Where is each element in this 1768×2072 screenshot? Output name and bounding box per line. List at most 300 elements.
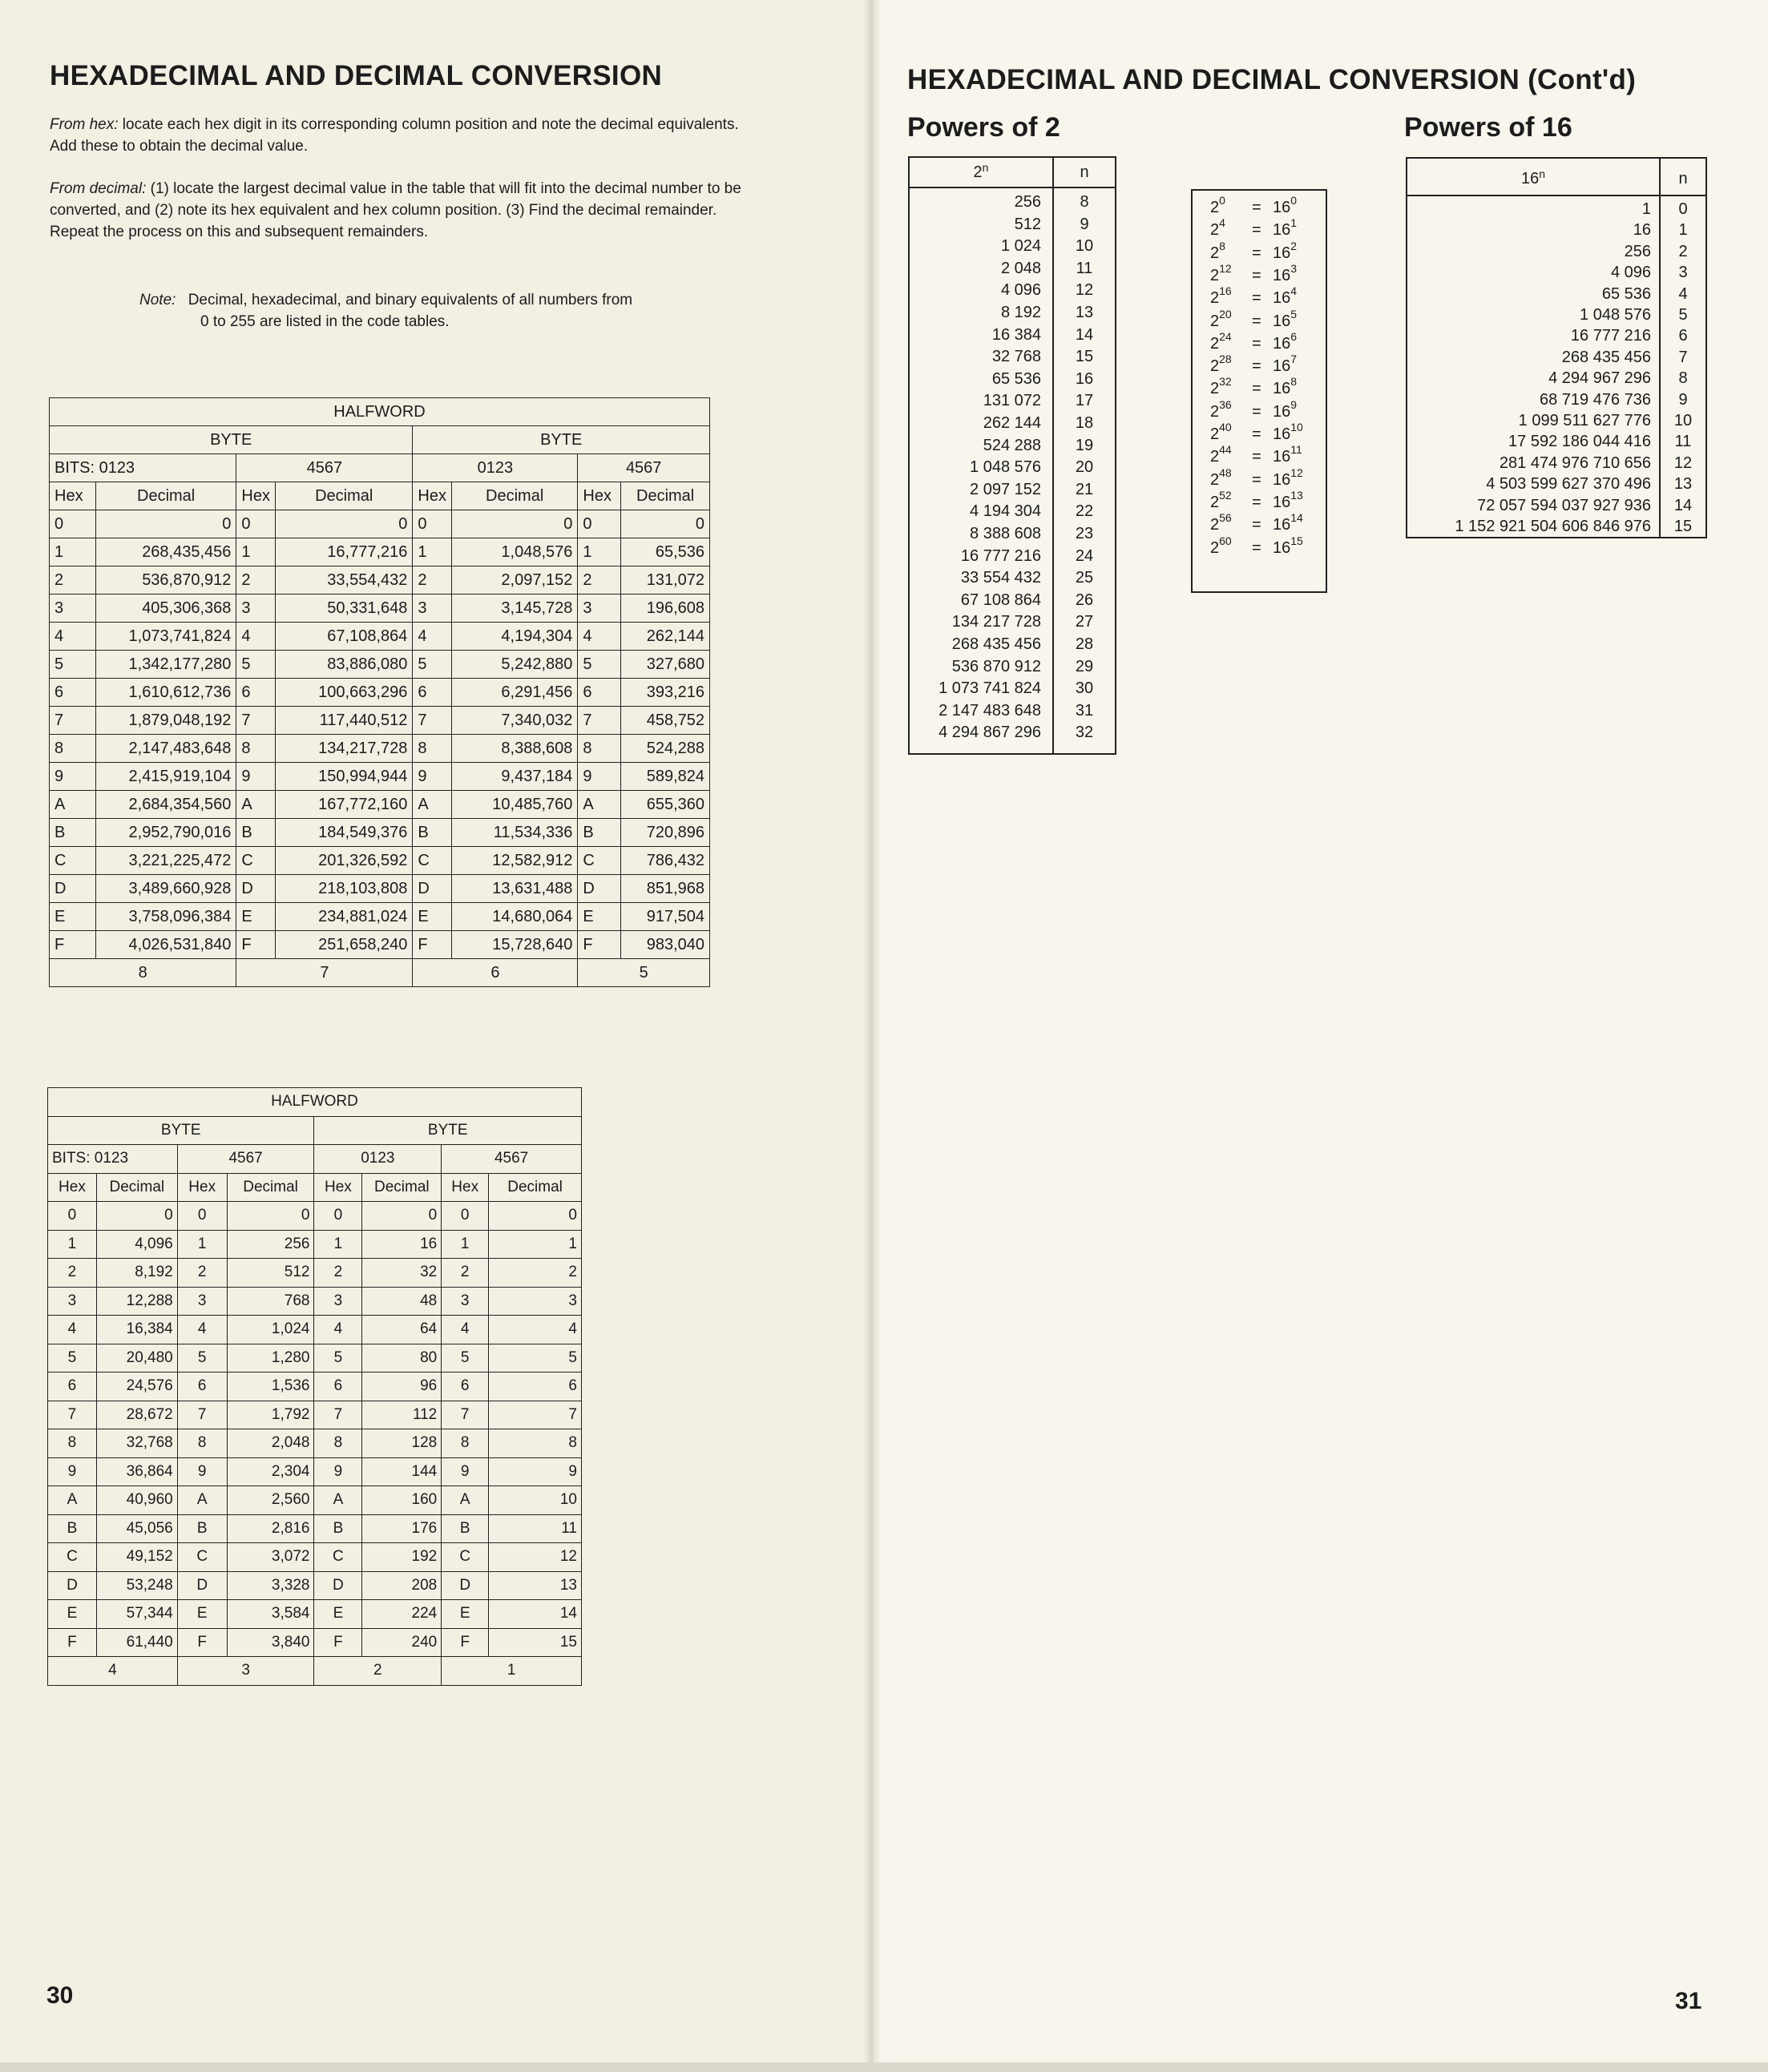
hex-cell: E xyxy=(413,903,452,931)
exponent-value: 10 xyxy=(1075,237,1094,256)
power-value: 1 152 921 504 606 846 976 xyxy=(1455,518,1651,535)
hex-cell: 9 xyxy=(236,763,276,791)
power-row xyxy=(910,281,1115,304)
base-two-power: $2^{36}$ xyxy=(1210,397,1232,421)
hex-cell: A xyxy=(314,1486,362,1515)
hex-cell: C xyxy=(314,1543,362,1572)
table-row xyxy=(50,847,710,875)
power-value: 1 099 511 627 776 xyxy=(1518,412,1651,429)
power-equivalence xyxy=(1193,261,1326,289)
hex-cell: 0 xyxy=(48,1202,97,1231)
decimal-cell: 262,144 xyxy=(621,623,710,651)
exponent-value: 12 xyxy=(1673,454,1693,472)
page-number: 31 xyxy=(1675,1988,1702,2014)
from-decimal-text: (1) locate the largest decimal value in the table that will fit into the decimal number to be converted, and (2) note its hex equivalent and hex column position. (3) Find the decimal remainder. Repeat the process on this and subsequent remainders. xyxy=(50,180,741,240)
decimal-column-header: Decimal xyxy=(489,1173,582,1202)
power-value: 16 xyxy=(1633,221,1651,240)
exponent-value: 0 xyxy=(1678,200,1688,218)
decimal-cell: 405,306,368 xyxy=(95,595,236,623)
power-value: 2 097 152 xyxy=(970,480,1041,498)
decimal-cell: 0 xyxy=(95,510,236,538)
hex-cell: 1 xyxy=(314,1230,362,1259)
exponent-value: 19 xyxy=(1075,436,1094,454)
hex-cell: 4 xyxy=(442,1316,489,1344)
table-row xyxy=(48,1259,582,1288)
decimal-cell: 7,340,032 xyxy=(451,707,577,735)
decimal-cell: 11,534,336 xyxy=(451,819,577,847)
base-sixteen-power: $16^9$ xyxy=(1273,397,1298,421)
power-value: 8 388 608 xyxy=(970,525,1041,542)
table-row xyxy=(50,623,710,651)
decimal-cell: 1 xyxy=(489,1230,582,1259)
base-sixteen-power: $16^{14}$ xyxy=(1273,511,1303,534)
exponent-value: 25 xyxy=(1075,569,1094,587)
decimal-cell: 208 xyxy=(362,1571,442,1600)
hex-cell: 1 xyxy=(177,1230,227,1259)
from-hex-instructions xyxy=(50,114,739,157)
hex-cell: 9 xyxy=(442,1457,489,1486)
hex-cell: 9 xyxy=(50,763,96,791)
hex-cell: 0 xyxy=(314,1202,362,1231)
table-row xyxy=(48,1543,582,1572)
decimal-cell: 28,672 xyxy=(96,1401,177,1429)
power-row xyxy=(1407,497,1705,518)
decimal-cell: 234,881,024 xyxy=(276,903,413,931)
bits-header: 0123 xyxy=(314,1145,442,1174)
hex-cell: 7 xyxy=(48,1401,97,1429)
equals-sign: = xyxy=(1252,448,1261,466)
hex-cell: C xyxy=(48,1543,97,1572)
hex-cell: 7 xyxy=(236,707,276,735)
exponent-value: 24 xyxy=(1075,546,1094,565)
decimal-cell: 131,072 xyxy=(621,566,710,595)
table-row xyxy=(50,538,710,566)
decimal-cell: 65,536 xyxy=(621,538,710,566)
hex-position: 7 xyxy=(236,959,413,987)
book-gutter xyxy=(864,0,882,2072)
power-value: 1 048 576 xyxy=(970,458,1041,477)
decimal-cell: 720,896 xyxy=(621,819,710,847)
equals-sign: = xyxy=(1252,266,1261,284)
table-row xyxy=(48,1230,582,1259)
hex-cell: 6 xyxy=(578,679,621,707)
hex-cell: 4 xyxy=(578,623,621,651)
equals-sign: = xyxy=(1252,470,1261,489)
hex-cell: D xyxy=(50,875,96,903)
exponent-value: 2 xyxy=(1678,242,1688,260)
power-row xyxy=(1407,306,1705,327)
power-row xyxy=(910,569,1115,591)
table-row xyxy=(50,875,710,903)
equals-sign: = xyxy=(1252,357,1261,376)
power-equivalence xyxy=(1193,443,1326,470)
table-row xyxy=(48,1628,582,1657)
hex-cell: 7 xyxy=(50,707,96,735)
exponent-value: 20 xyxy=(1075,458,1094,477)
decimal-cell: 224 xyxy=(362,1600,442,1629)
base-sixteen-power: $16^{12}$ xyxy=(1273,466,1303,489)
decimal-cell: 3 xyxy=(489,1287,582,1316)
hex-cell: A xyxy=(50,791,96,819)
base-sixteen-power: $16^{11}$ xyxy=(1273,443,1302,466)
hex-cell: 2 xyxy=(314,1259,362,1288)
hex-cell: F xyxy=(413,931,452,959)
hex-cell: C xyxy=(236,847,276,875)
page-title: HEXADECIMAL AND DECIMAL CONVERSION xyxy=(50,60,663,91)
decimal-cell: 4,096 xyxy=(96,1230,177,1259)
hex-cell: 6 xyxy=(413,679,452,707)
exponent-value: 8 xyxy=(1080,193,1089,211)
power-value: 536 870 912 xyxy=(951,657,1041,675)
decimal-cell: 2,304 xyxy=(227,1457,314,1486)
decimal-cell: 3,145,728 xyxy=(451,595,577,623)
decimal-cell: 2,684,354,560 xyxy=(95,791,236,819)
power-value: 17 592 186 044 416 xyxy=(1508,433,1651,451)
decimal-cell: 917,504 xyxy=(621,903,710,931)
table-row xyxy=(48,1287,582,1316)
base-two-power: $2^{52}$ xyxy=(1210,488,1232,511)
byte-header: BYTE xyxy=(413,426,710,454)
table-row xyxy=(48,1373,582,1401)
n-column-header: n xyxy=(1661,159,1705,196)
hex-cell: 3 xyxy=(50,595,96,623)
power-value: 4 503 599 627 370 496 xyxy=(1486,475,1651,494)
hex-cell: A xyxy=(578,791,621,819)
hex-cell: F xyxy=(177,1628,227,1657)
hex-cell: 0 xyxy=(413,510,452,538)
decimal-cell: 4,194,304 xyxy=(451,623,577,651)
power-equivalence xyxy=(1193,216,1326,244)
hex-cell: 5 xyxy=(50,651,96,679)
hex-position: 6 xyxy=(413,959,578,987)
hex-cell: 2 xyxy=(48,1259,97,1288)
base-two-power: $2^4$ xyxy=(1210,216,1225,240)
base-two-power: $2^8$ xyxy=(1210,239,1225,262)
power-row xyxy=(910,237,1115,260)
hex-cell: 8 xyxy=(413,735,452,763)
decimal-cell: 768 xyxy=(227,1287,314,1316)
power-row xyxy=(1407,412,1705,433)
hex-cell: 8 xyxy=(177,1429,227,1458)
power-equivalence xyxy=(1193,329,1326,357)
hex-cell: 8 xyxy=(48,1429,97,1458)
base-two-power: $2^{20}$ xyxy=(1210,307,1232,330)
power-equivalence xyxy=(1193,307,1326,335)
decimal-cell: 2 xyxy=(489,1259,582,1288)
decimal-cell: 2,415,919,104 xyxy=(95,763,236,791)
hex-cell: B xyxy=(48,1514,97,1543)
hex-cell: 9 xyxy=(413,763,452,791)
table-row xyxy=(48,1571,582,1600)
decimal-cell: 184,549,376 xyxy=(276,819,413,847)
power-row xyxy=(910,547,1115,570)
note-text-2: 0 to 255 are listed in the code tables. xyxy=(200,313,450,330)
hex-cell: A xyxy=(413,791,452,819)
exponent-value: 14 xyxy=(1673,496,1693,514)
hex-cell: 7 xyxy=(314,1401,362,1429)
decimal-cell: 240 xyxy=(362,1628,442,1657)
exponent-value: 15 xyxy=(1673,518,1693,535)
table-row xyxy=(48,1486,582,1515)
decimal-cell: 589,824 xyxy=(621,763,710,791)
decimal-cell: 393,216 xyxy=(621,679,710,707)
from-hex-text: locate each hex digit in its corresponding column position and note the decimal equivalents. Add these to obtain the decimal value. xyxy=(50,116,739,155)
exponent-value: 12 xyxy=(1075,281,1094,300)
base-sixteen-power: $16^{15}$ xyxy=(1273,534,1303,557)
decimal-cell: 192 xyxy=(362,1543,442,1572)
power-value: 68 719 476 736 xyxy=(1539,390,1651,409)
decimal-cell: 1,610,612,736 xyxy=(95,679,236,707)
exponent-value: 3 xyxy=(1678,264,1688,282)
hex-position: 4 xyxy=(48,1657,178,1686)
hex-cell: E xyxy=(314,1600,362,1629)
decimal-cell: 9,437,184 xyxy=(451,763,577,791)
hex-cell: 2 xyxy=(236,566,276,595)
power-value: 65 536 xyxy=(1601,284,1651,303)
decimal-cell: 33,554,432 xyxy=(276,566,413,595)
decimal-cell: 16,384 xyxy=(96,1316,177,1344)
decimal-cell: 36,864 xyxy=(96,1457,177,1486)
decimal-cell: 32,768 xyxy=(96,1429,177,1458)
exponent-value: 29 xyxy=(1075,657,1094,675)
hex-cell: C xyxy=(578,847,621,875)
byte-header: BYTE xyxy=(314,1116,582,1145)
power-row xyxy=(910,437,1115,459)
exponent-value: 16 xyxy=(1075,369,1094,388)
power-equivalence xyxy=(1193,239,1326,267)
base-sixteen-power: $16^4$ xyxy=(1273,284,1298,308)
hex-column-header: Hex xyxy=(50,482,96,510)
base-sixteen-power: $16^8$ xyxy=(1273,375,1298,398)
equals-sign: = xyxy=(1252,516,1261,534)
hex-cell: A xyxy=(177,1486,227,1515)
powers-of-16-table xyxy=(1406,157,1707,538)
exponent-value: 23 xyxy=(1075,525,1094,542)
hex-cell: 6 xyxy=(48,1373,97,1401)
hex-cell: A xyxy=(236,791,276,819)
hex-cell: 5 xyxy=(578,651,621,679)
power-value: 262 144 xyxy=(983,414,1041,432)
decimal-cell: 2,816 xyxy=(227,1514,314,1543)
decimal-cell: 53,248 xyxy=(96,1571,177,1600)
hex-cell: B xyxy=(50,819,96,847)
exponent-value: 6 xyxy=(1678,327,1688,345)
base-two-power: $2^{40}$ xyxy=(1210,421,1232,443)
hex-cell: 8 xyxy=(314,1429,362,1458)
page-title: HEXADECIMAL AND DECIMAL CONVERSION (Cont'd) xyxy=(907,64,1637,95)
decimal-cell: 8,388,608 xyxy=(451,735,577,763)
hex-cell: B xyxy=(413,819,452,847)
power-column-header: 16$^n$ xyxy=(1407,159,1661,196)
exponent-value: 11 xyxy=(1674,433,1692,451)
hex-cell: 6 xyxy=(236,679,276,707)
hex-cell: 8 xyxy=(236,735,276,763)
decimal-cell: 0 xyxy=(489,1202,582,1231)
decimal-cell: 0 xyxy=(451,510,577,538)
table-row xyxy=(50,595,710,623)
decimal-cell: 83,886,080 xyxy=(276,651,413,679)
power-value: 32 768 xyxy=(991,348,1041,366)
hex-cell: 7 xyxy=(413,707,452,735)
table-row xyxy=(50,735,710,763)
hex-cell: 2 xyxy=(442,1259,489,1288)
decimal-cell: 61,440 xyxy=(96,1628,177,1657)
power-value: 67 108 864 xyxy=(960,591,1041,609)
conversion-table-low xyxy=(47,1087,582,1686)
decimal-cell: 0 xyxy=(621,510,710,538)
hex-cell: F xyxy=(578,931,621,959)
hex-cell: C xyxy=(413,847,452,875)
hex-cell: 5 xyxy=(236,651,276,679)
decimal-cell: 2,952,790,016 xyxy=(95,819,236,847)
hex-column-header: Hex xyxy=(578,482,621,510)
decimal-cell: 5,242,880 xyxy=(451,651,577,679)
hex-cell: B xyxy=(177,1514,227,1543)
decimal-cell: 268,435,456 xyxy=(95,538,236,566)
bits-header: BITS: 0123 xyxy=(48,1145,178,1174)
hex-cell: 5 xyxy=(442,1344,489,1373)
decimal-cell: 96 xyxy=(362,1373,442,1401)
hex-cell: 2 xyxy=(413,566,452,595)
decimal-cell: 3,072 xyxy=(227,1543,314,1572)
table-row xyxy=(48,1344,582,1373)
hex-position: 8 xyxy=(50,959,236,987)
equals-sign: = xyxy=(1252,425,1261,443)
base-two-power: $2^0$ xyxy=(1210,194,1225,216)
exponent-value: 14 xyxy=(1075,325,1094,344)
from-hex-label: From hex: xyxy=(50,116,119,133)
decimal-cell: 0 xyxy=(227,1202,314,1231)
hex-cell: D xyxy=(442,1571,489,1600)
hex-position: 1 xyxy=(442,1657,582,1686)
byte-header: BYTE xyxy=(48,1116,314,1145)
powers-of-2-heading: Powers of 2 xyxy=(907,112,1060,143)
decimal-column-header: Decimal xyxy=(95,482,236,510)
exponent-value: 27 xyxy=(1075,613,1094,631)
hex-cell: 3 xyxy=(177,1287,227,1316)
hex-column-header: Hex xyxy=(177,1173,227,1202)
hex-cell: C xyxy=(442,1543,489,1572)
decimal-cell: 251,658,240 xyxy=(276,931,413,959)
exponent-value: 5 xyxy=(1678,306,1688,324)
equals-sign: = xyxy=(1252,199,1261,216)
decimal-cell: 160 xyxy=(362,1486,442,1515)
exponent-value: 7 xyxy=(1678,348,1688,366)
hex-cell: 6 xyxy=(177,1373,227,1401)
power-row xyxy=(1407,369,1705,390)
decimal-cell: 57,344 xyxy=(96,1600,177,1629)
power-row xyxy=(1407,285,1705,306)
decimal-cell: 983,040 xyxy=(621,931,710,959)
table-row xyxy=(50,763,710,791)
hex-cell: 1 xyxy=(50,538,96,566)
bits-header: 4567 xyxy=(442,1145,582,1174)
hex-cell: 5 xyxy=(413,651,452,679)
power-value: 8 192 xyxy=(1000,304,1041,321)
hex-cell: C xyxy=(50,847,96,875)
power-column-header: 2$^n$ xyxy=(910,158,1054,188)
power-equivalence xyxy=(1193,534,1326,562)
decimal-cell: 117,440,512 xyxy=(276,707,413,735)
exponent-value: 26 xyxy=(1075,591,1094,609)
power-equivalence xyxy=(1193,421,1326,448)
hex-cell: 5 xyxy=(177,1344,227,1373)
hex-cell: 0 xyxy=(442,1202,489,1231)
table-row xyxy=(48,1429,582,1458)
hex-cell: E xyxy=(236,903,276,931)
hex-cell: D xyxy=(413,875,452,903)
power-value: 16 777 216 xyxy=(960,546,1041,565)
exponent-value: 11 xyxy=(1076,259,1093,277)
decimal-cell: 16,777,216 xyxy=(276,538,413,566)
hex-cell: 3 xyxy=(413,595,452,623)
from-decimal-label: From decimal: xyxy=(50,180,147,197)
hex-cell: 0 xyxy=(50,510,96,538)
decimal-cell: 3,328 xyxy=(227,1571,314,1600)
base-sixteen-power: $16^6$ xyxy=(1273,329,1298,353)
power-row xyxy=(910,502,1115,525)
decimal-cell: 9 xyxy=(489,1457,582,1486)
decimal-cell: 50,331,648 xyxy=(276,595,413,623)
power-row xyxy=(910,481,1115,503)
hex-cell: 3 xyxy=(442,1287,489,1316)
decimal-cell: 112 xyxy=(362,1401,442,1429)
decimal-cell: 1,024 xyxy=(227,1316,314,1344)
decimal-cell: 2,097,152 xyxy=(451,566,577,595)
decimal-cell: 24,576 xyxy=(96,1373,177,1401)
n-column-header: n xyxy=(1054,158,1115,188)
power-equivalence-box xyxy=(1191,189,1327,593)
decimal-cell: 10,485,760 xyxy=(451,791,577,819)
power-equivalence xyxy=(1193,375,1326,402)
exponent-value: 9 xyxy=(1678,390,1688,409)
equals-sign: = xyxy=(1252,244,1261,262)
power-row xyxy=(1407,518,1705,538)
power-value: 72 057 594 037 927 936 xyxy=(1477,496,1651,514)
power-equivalence xyxy=(1193,466,1326,494)
power-row xyxy=(910,458,1115,481)
decimal-cell: 15 xyxy=(489,1628,582,1657)
base-sixteen-power: $16^{10}$ xyxy=(1273,421,1303,443)
equals-sign: = xyxy=(1252,312,1261,330)
decimal-cell: 3,840 xyxy=(227,1628,314,1657)
hex-cell: 4 xyxy=(177,1316,227,1344)
decimal-cell: 128 xyxy=(362,1429,442,1458)
halfword-header: HALFWORD xyxy=(48,1088,582,1117)
hex-cell: B xyxy=(578,819,621,847)
equals-sign: = xyxy=(1252,402,1261,421)
table-row xyxy=(50,903,710,931)
hex-cell: 9 xyxy=(48,1457,97,1486)
power-value: 134 217 728 xyxy=(951,613,1041,631)
hex-cell: 0 xyxy=(177,1202,227,1231)
power-row xyxy=(910,702,1115,724)
decimal-cell: 6 xyxy=(489,1373,582,1401)
decimal-cell: 536,870,912 xyxy=(95,566,236,595)
hex-cell: 3 xyxy=(314,1287,362,1316)
hex-column-header: Hex xyxy=(442,1173,489,1202)
hex-cell: 5 xyxy=(48,1344,97,1373)
power-value: 33 554 432 xyxy=(960,569,1041,587)
hex-cell: 2 xyxy=(177,1259,227,1288)
hex-cell: 6 xyxy=(442,1373,489,1401)
decimal-cell: 2,147,483,648 xyxy=(95,735,236,763)
power-row xyxy=(910,326,1115,349)
table-row xyxy=(50,651,710,679)
equals-sign: = xyxy=(1252,221,1261,240)
hex-cell: E xyxy=(578,903,621,931)
power-row xyxy=(1407,475,1705,496)
